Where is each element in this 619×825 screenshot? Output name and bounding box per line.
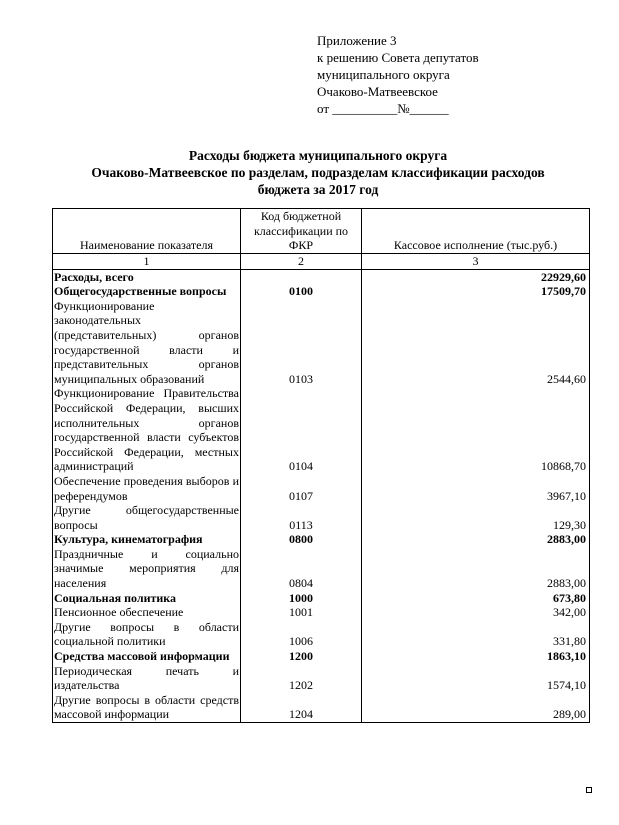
row-name: Периодическая печать и издательства [54, 663, 239, 693]
table-row [53, 649, 590, 664]
row-name: Другие общегосударственные вопросы [54, 503, 239, 532]
table-row [53, 620, 590, 649]
column-number: 2 [241, 254, 362, 270]
appendix-decision: к решению Совета депутатов [317, 50, 479, 65]
table-header-row [53, 209, 590, 254]
header-code: Код бюджетной классификации по ФКР [241, 209, 362, 254]
header-value: Кассовое исполнение (тыс.руб.) [362, 209, 590, 254]
row-code: 1000 [241, 591, 362, 606]
appendix-block [317, 32, 479, 117]
title-line-3: бюджета за 2017 год [257, 182, 379, 197]
row-code: 0113 [241, 503, 362, 532]
row-value: 3967,10 [362, 474, 590, 503]
table-row [53, 299, 590, 387]
row-code: 0107 [241, 474, 362, 503]
table-row [53, 591, 590, 606]
table-row [53, 532, 590, 547]
row-name: Праздничные и социально значимые мероприятия для населения [54, 546, 239, 591]
row-value: 331,80 [362, 620, 590, 649]
row-name: Расходы, всего [53, 269, 241, 284]
row-code: 1200 [241, 649, 362, 664]
row-name: Обеспечение проведения выборов и референдумов [54, 473, 239, 503]
row-value: 2883,00 [362, 532, 590, 547]
budget-table [52, 208, 590, 723]
row-code: 0100 [241, 284, 362, 299]
row-value: 2544,60 [362, 299, 590, 387]
row-value: 342,00 [362, 605, 590, 620]
table-row [53, 284, 590, 299]
table-row [53, 474, 590, 503]
title-line-1: Расходы бюджета муниципального округа [188, 148, 448, 163]
row-code: 1204 [241, 693, 362, 723]
row-value: 22929,60 [362, 269, 590, 284]
title-line-2: Очаково-Матвеевское по разделам, подразделам классификации расходов [91, 165, 545, 180]
row-name: Функционирование Правительства Российской Федерации, высших исполнительных органов государственной власти субъектов Российской Федерации, местных администраций [54, 386, 239, 474]
row-name: Социальная политика [53, 591, 241, 606]
appendix-number: Приложение 3 [317, 33, 397, 48]
row-value: 1863,10 [362, 649, 590, 664]
table-row [53, 503, 590, 532]
table-body [53, 269, 590, 722]
appendix-district-name: Очаково-Матвеевское [317, 84, 438, 99]
row-value: 1574,10 [362, 664, 590, 693]
row-value: 17509,70 [362, 284, 590, 299]
row-code [241, 269, 362, 284]
row-value: 10868,70 [362, 386, 590, 474]
document-title [40, 147, 596, 198]
row-value: 2883,00 [362, 547, 590, 591]
table-row [53, 269, 590, 284]
row-name: Культура, кинематография [53, 532, 241, 547]
table-row [53, 547, 590, 591]
row-value: 129,30 [362, 503, 590, 532]
row-name: Общегосударственные вопросы [53, 284, 241, 299]
row-name: Средства массовой информации [53, 649, 241, 664]
row-code: 1006 [241, 620, 362, 649]
table-row [53, 664, 590, 693]
table-row [53, 386, 590, 474]
row-code: 1202 [241, 664, 362, 693]
row-code: 0800 [241, 532, 362, 547]
appendix-district: муниципального округа [317, 67, 450, 82]
row-code: 0103 [241, 299, 362, 387]
row-name: Функционирование законодательных (представительных) органов государственной власти и представительных органов муниципальных образований [54, 298, 239, 386]
header-name: Наименование показателя [53, 209, 241, 254]
row-code: 1001 [241, 605, 362, 620]
column-number: 3 [362, 254, 590, 270]
row-code: 0104 [241, 386, 362, 474]
row-value: 673,80 [362, 591, 590, 606]
table-row [53, 693, 590, 723]
column-number-row [53, 254, 590, 270]
table-resize-handle[interactable] [586, 787, 592, 793]
row-name: Другие вопросы в области средств массовой информации [54, 692, 239, 722]
row-code: 0804 [241, 547, 362, 591]
row-name: Пенсионное обеспечение [53, 605, 241, 620]
column-number: 1 [53, 254, 241, 270]
appendix-date-number: от __________№______ [317, 101, 449, 116]
row-value: 289,00 [362, 693, 590, 723]
table-row [53, 605, 590, 620]
row-name: Другие вопросы в области социальной политики [54, 619, 239, 649]
